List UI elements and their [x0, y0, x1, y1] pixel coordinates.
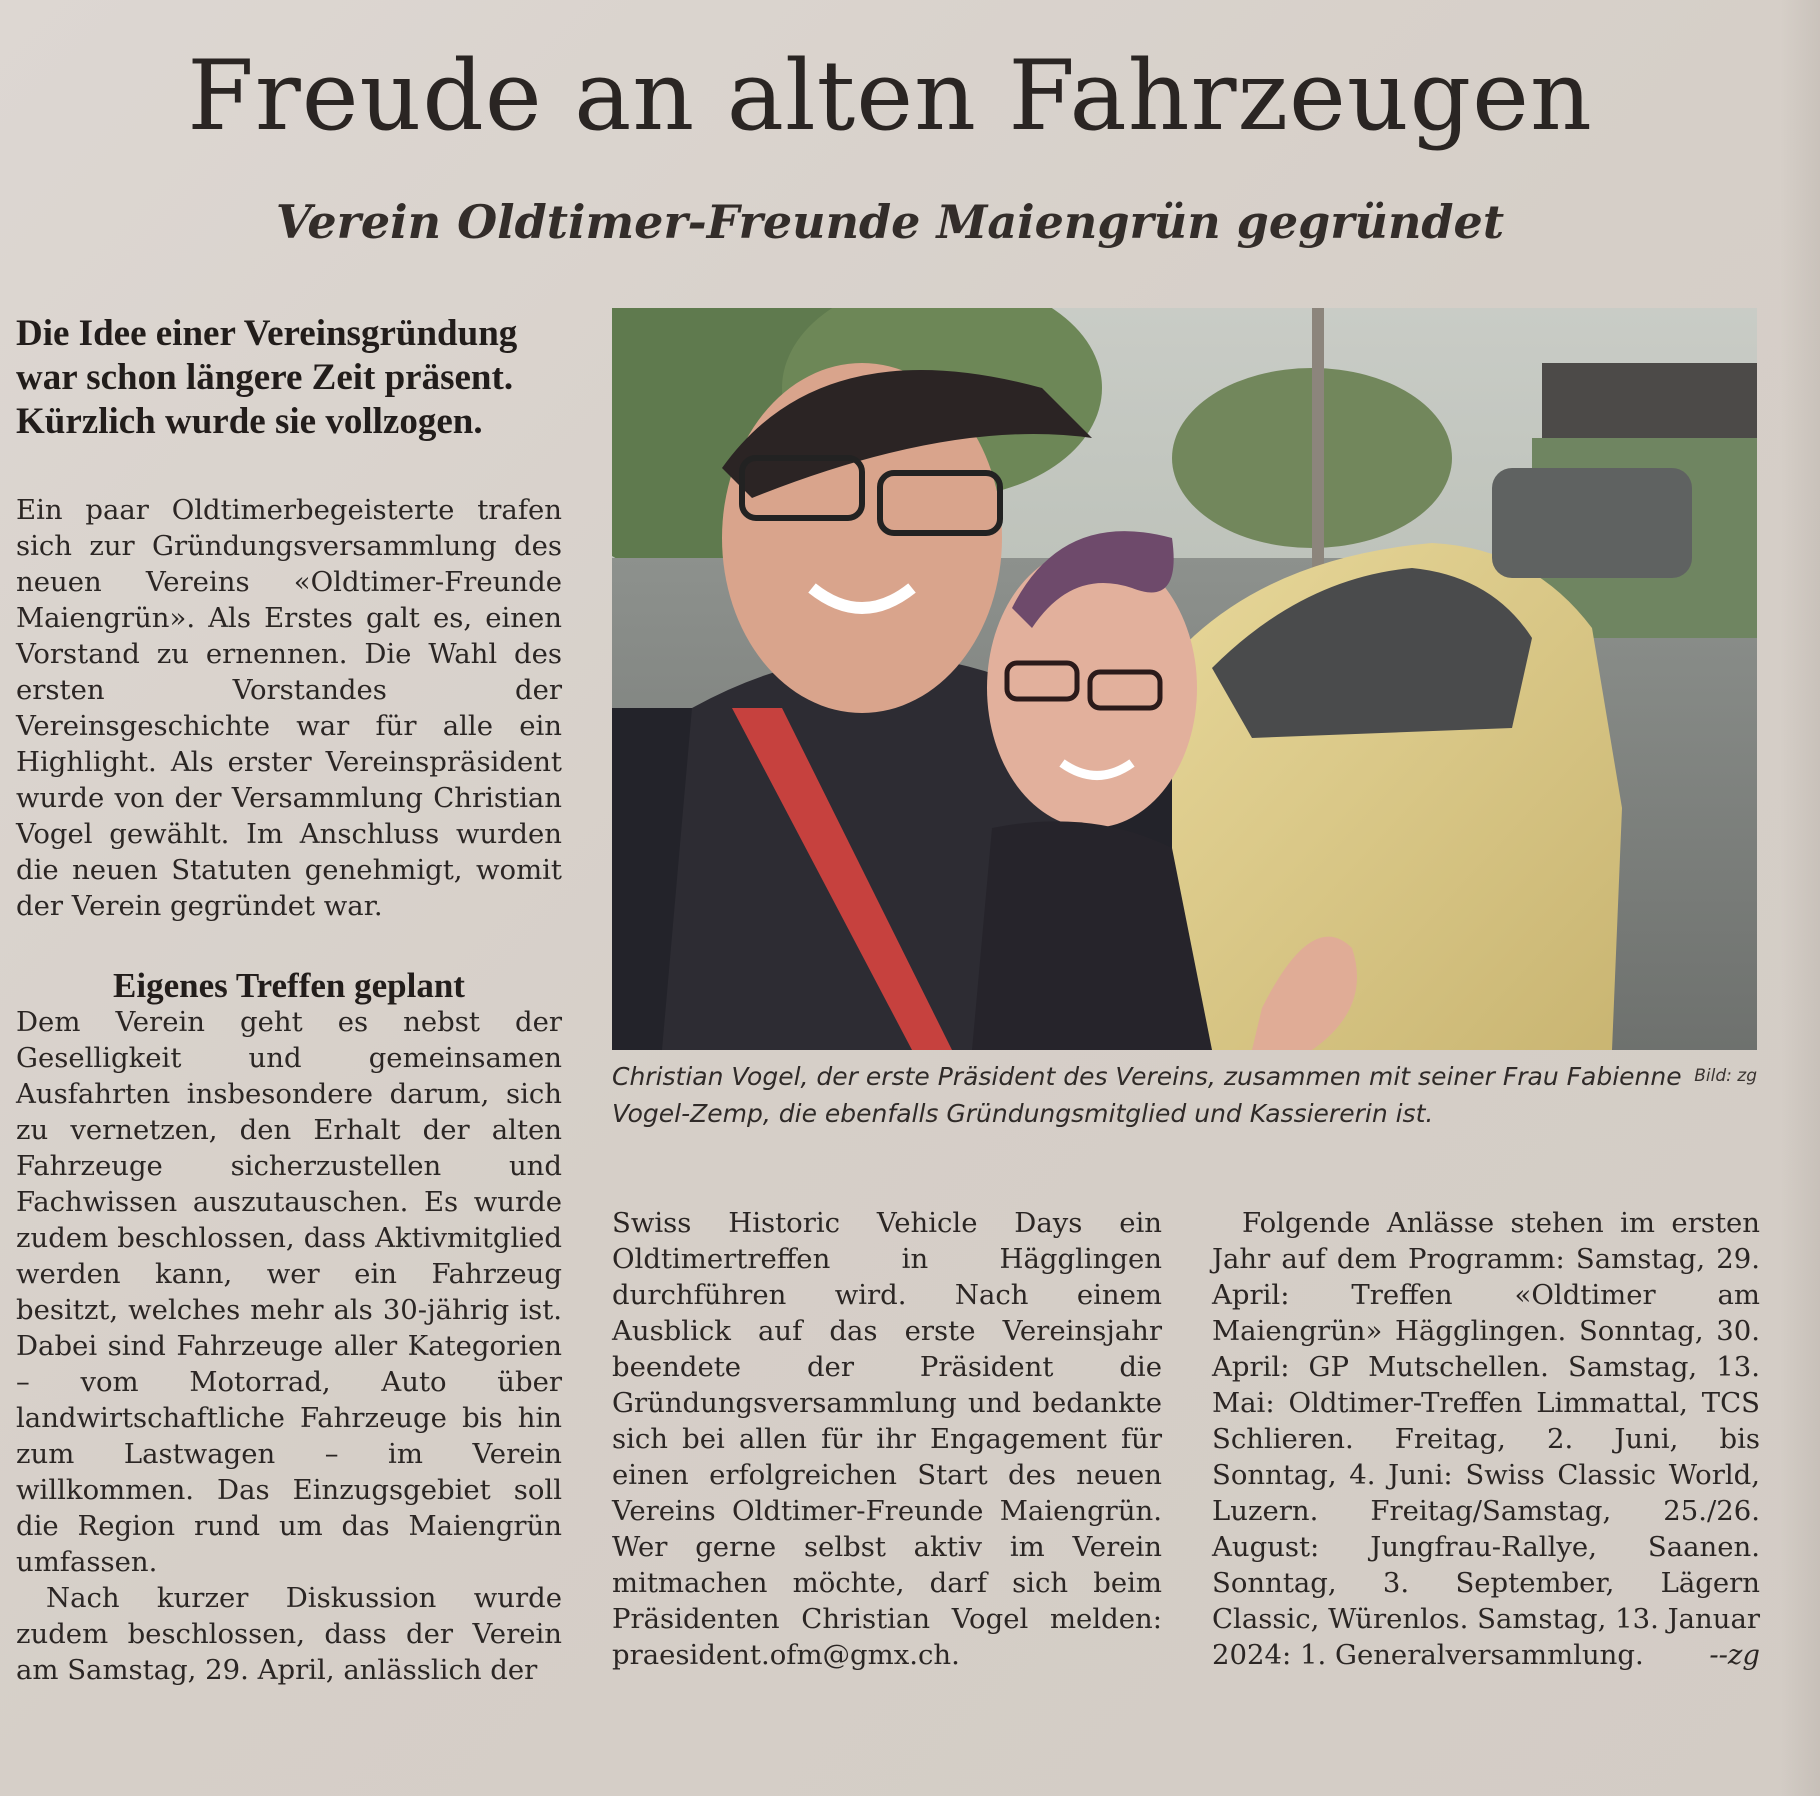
headline: Freude an alten Fahrzeugen	[187, 40, 1593, 152]
lead-paragraph: Die Idee einer Vereinsgründung war schon längere Zeit präsent. Kürzlich wurde sie vollzogen.	[16, 313, 518, 442]
body-paragraph-5	[1212, 1205, 1760, 1673]
body-paragraph-1: Ein paar Oldtimerbegeisterte trafen sich zur Gründungsversammlung des neuen Vereins «Oldtimer-Freunde Maiengrün». Als Erstes galt es, einen Vorstand zu ernennen. Die Wahl des ersten Vorstandes der Vereinsgeschichte war für alle ein Highlight. Als erster Vereinspräsident wurde von der Versammlung Christian Vogel gewählt. Im Anschluss wurden die neuen Statuten genehmigt, womit der Verein gegründet war.	[16, 494, 562, 922]
body-paragraph-3: Nach kurzer Diskussion wurde zudem beschlossen, dass der Verein am Samstag, 29. April, anlässlich der	[16, 1582, 562, 1686]
body-paragraph-4: Swiss Historic Vehicle Days ein Oldtimertreffen in Hägglingen durchführen wird. Nach einem Ausblick auf das erste Vereinsjahr beendete der Präsident die Gründungsversammlung und bedankte sich bei allen für ihr Engagement für einen erfolgreichen Start des neuen Vereins Oldtimer-Freunde Maiengrün. Wer gerne selbst aktiv im Verein mitmachen möchte, darf sich beim Präsidenten Christian Vogel melden: praesident.ofm@gmx.ch.	[612, 1207, 1162, 1671]
photo-caption	[612, 1058, 1757, 1132]
article-photo	[612, 308, 1757, 1050]
subheadline: Verein Oldtimer-Freunde Maiengrün gegründet	[275, 195, 1505, 249]
photo-credit: Bild: zg	[1694, 1066, 1757, 1086]
caption-text: Christian Vogel, der erste Präsident des Vereins, zusammen mit seiner Frau Fabienne Vogel-Zemp, die ebenfalls Gründungsmitglied und Kassiererin ist.	[612, 1062, 1682, 1128]
events-list-text: Folgende Anlässe stehen im ersten Jahr auf dem Programm: Samstag, 29. April: Treffen «Oldtimer am Maiengrün» Hägglingen. Sonntag, 30. April: GP Mutschellen. Samstag, 13. Mai: Oldtimer-Treffen Limmattal, TCS Schlieren. Freitag, 2. Juni, bis Sonntag, 4. Juni: Swiss Classic World, Luzern. Freitag/Samstag, 25./26. August: Jungfrau-Rallye, Saanen. Sonntag, 3. September, Lägern Classic, Würenlos. Samstag, 13. Januar 2024: 1. Generalversammlung.	[1212, 1207, 1760, 1671]
body-paragraph-2: Dem Verein geht es nebst der Geselligkeit und gemeinsamen Ausfahrten insbesondere darum, sich zu vernetzen, den Erhalt der alten Fahrzeuge sicherzustellen und Fachwissen auszutauschen. Es wurde zudem beschlossen, dass Aktivmitglied werden kann, wer ein Fahrzeug besitzt, welches mehr als 30-jährig ist. Dabei sind Fahrzeuge aller Kategorien – vom Motorrad, Auto über landwirtschaftliche Fahrzeuge bis hin zum Lastwagen – im Verein willkommen. Das Einzugsgebiet soll die Region rund um das Maiengrün umfassen.	[16, 1006, 562, 1578]
author-signature: --zg	[1709, 1639, 1760, 1671]
page-edge-shadow	[1780, 0, 1820, 1796]
photo-illustration	[612, 308, 1757, 1050]
column-right	[1212, 1205, 1760, 1673]
column-middle	[612, 1205, 1162, 1673]
column-left	[16, 312, 562, 1688]
section-subtitle: Eigenes Treffen geplant	[113, 966, 465, 1005]
